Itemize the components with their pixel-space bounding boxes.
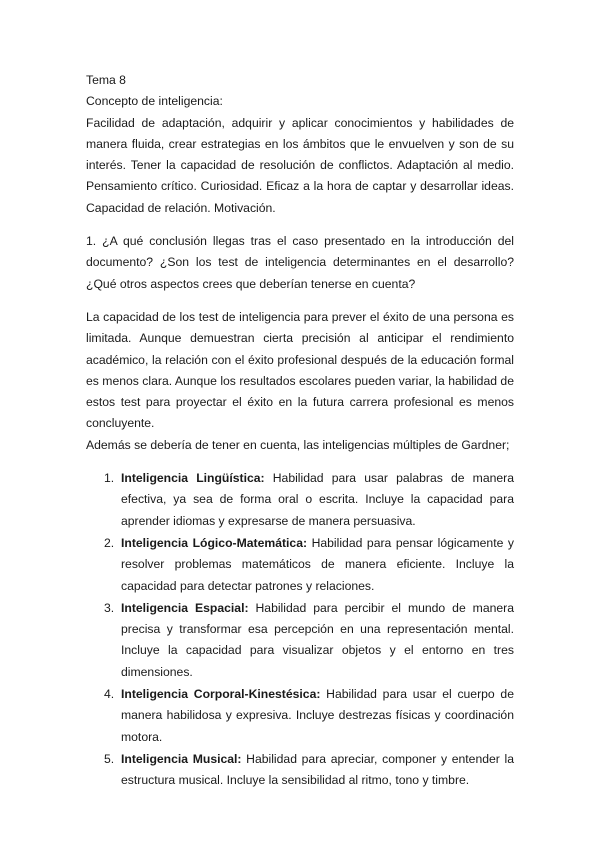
list-item-description: Habilidad para pensar lógicamente y resolver problemas matemáticos de manera eficiente. Incluye la capacidad para detectar patrones y relaciones. — [121, 535, 514, 593]
list-item-title: Inteligencia Musical: — [121, 751, 242, 766]
intelligences-list — [86, 468, 514, 791]
document-title: Tema 8 — [86, 73, 126, 87]
list-item-title: Inteligencia Lingüística: — [121, 471, 265, 486]
list-item — [86, 684, 514, 748]
concept-heading: Concepto de inteligencia: — [86, 94, 223, 109]
list-item-description: Habilidad para apreciar, componer y entender la estructura musical. Incluye la sensibilidad al ritmo, tono y timbre. — [121, 751, 514, 788]
concept-paragraph: Facilidad de adaptación, adquirir y aplicar conocimientos y habilidades de manera fluida, crear estrategias en los ámbitos que le envuelven y son de su interés. Tener la capacidad de resolución de conflictos. Adaptación al medio. Pensamiento crítico. Curiosidad. Eficaz a la hora de captar y desarrollar ideas. Capacidad de relación. Motivación. — [86, 115, 514, 215]
list-item-title: Inteligencia Lógico-Matemática: — [121, 535, 308, 550]
list-item-number: 3. — [104, 600, 115, 615]
list-item — [86, 468, 514, 532]
list-item-number: 2. — [104, 535, 115, 550]
list-item-number: 5. — [104, 751, 115, 766]
answer-paragraph: La capacidad de los test de inteligencia para prever el éxito de una persona es limitada. Aunque demuestran cierta precisión al anticipar el rendimiento académico, la relación con el éxito profesional después de la educación formal es menos clara. Aunque los resultados escolares pueden variar, la habilidad de estos test para proyectar el éxito en la futura carrera profesional es menos concluyente. — [86, 309, 514, 431]
list-item-title: Inteligencia Espacial: — [121, 600, 249, 615]
list-item-number: 1. — [104, 471, 115, 486]
list-item-number: 4. — [104, 687, 115, 702]
list-item — [86, 749, 514, 792]
list-item — [86, 533, 514, 597]
gardner-intro: Además se debería de tener en cuenta, las inteligencias múltiples de Gardner; — [86, 437, 510, 452]
list-item — [86, 598, 514, 683]
list-item-description: Habilidad para usar palabras de manera efectiva, ya sea de forma oral o escrita. Incluye la capacidad para aprender idiomas y expresarse de manera persuasiva. — [121, 471, 514, 528]
list-item-description: Habilidad para usar el cuerpo de manera habilidosa y expresiva. Incluye destrezas físicas y coordinación motora. — [121, 687, 514, 744]
list-item-description: Habilidad para percibir el mundo de manera precisa y transformar esa percepción en una representación mental. Incluye la capacidad para visualizar objetos y el entorno en tres dimensiones. — [121, 600, 514, 679]
list-item-title: Inteligencia Corporal-Kinestésica: — [121, 687, 321, 702]
question-paragraph: 1. ¿A qué conclusión llegas tras el caso presentado en la introducción del documento? ¿Son los test de inteligencia determinantes en el desarrollo? ¿Qué otros aspectos crees que deberían tenerse en cuenta? — [86, 234, 514, 291]
